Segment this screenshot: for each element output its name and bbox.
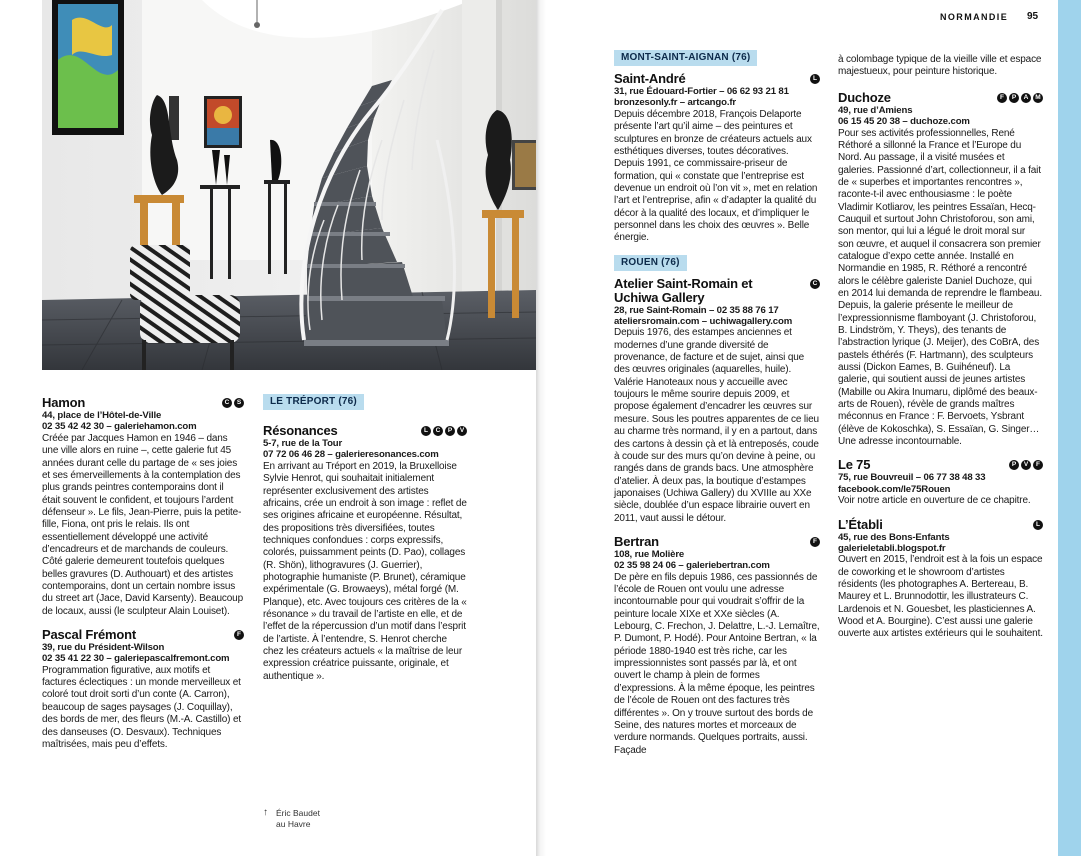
gallery-description: Depuis 1976, des estampes anciennes et modernes d’une grande diversité de provenance, de facture et de sujet, ainsi que des œuvres originales (aquarelles, huile). Valérie Hanoteaux nous y accueille avec toujours le même sourire depuis 2009, et propose également d’encadrer les œuvres sur mesure. Sous les poutres apparentes de ce lieu au charme très normand, il y en a partout, dans des cartons à dessin çà et là entreposés, coude à coude sur des murs qu’on devine à peine, ou rangés dans de grands bacs. Une atmosphère d’atelier. À deux pas, la boutique d’estampes japonaises (Uchiwa Gallery) du XVIIIe au XXe siècle, doublée d’un espace librairie ouvert en 2011, vaut aussi le détour. (614, 327, 819, 524)
gallery-description: Créée par Jacques Hamon en 1946 – dans une ville alors en ruine –, cette galerie fut 45 années durant celle du partage de « ses joies et ses émerveillements à la contemplation des plus grands peintres contemporains dont il était souvent le confident, et toujours l’ardent défenseur ». Le fils, Jean-Pierre, puis la petite-fille, Fiona, ont pris le relais. Ils ont essentiellement développé une activité d’encadreurs et de marchands de couleurs. Côté galerie demeurent toutefois quelques belles gravures (D. Authouart) et des artistes contemporains, dont un certain nombre issus du street art (Jace, David Karsenty). Beaucoup de locaux, aussi (le sculpteur Alain Louiset). (42, 432, 243, 617)
category-badges (1033, 520, 1043, 530)
gallery-name: Bertran (614, 533, 659, 549)
gallery-name: Hamon (42, 395, 86, 410)
gallery-address: 5-7, rue de la Tour (263, 438, 343, 449)
category-badges (234, 630, 244, 640)
category-badge: V (457, 426, 467, 436)
gallery-interior-photo (42, 0, 536, 370)
gallery-address: 39, rue du Président-Wilson (42, 641, 165, 653)
gallery-entry-saint-andre (614, 72, 820, 245)
page-edge-band (1058, 0, 1081, 856)
running-head: NORMANDIE (940, 12, 1009, 22)
page-number: 95 (1027, 11, 1039, 22)
gallery-address: 108, rue Molière (614, 548, 685, 560)
photo-caption (263, 808, 320, 830)
gallery-entry-duchoze (838, 91, 1043, 449)
category-badge: F (997, 93, 1007, 103)
gallery-entry-bertran (614, 535, 820, 757)
gallery-description: De père en fils depuis 1986, ces passionnés de l’école de Rouen ont voulu une adresse incontournable pour qui voudrait s’offrir de la peinture locale XIXe et XXe siècles (A. Lebourg, C. Frechon, J. Delattre, L.-J. Lemaître, P. Dumont, P. Hodé). Pour Antoine Bertran, « la période 1880-1940 est très riche, car les impressionnistes sont passés par là, et ont ouvert le champ à plein de formes d’expressions. À la même époque, les peintres de l’école de Rouen ont des factures très différentes ». On y trouve surtout des bords de Seine, des natures mortes et morceaux de verdure normands. Quelques portraits, aussi. Façade (614, 571, 820, 756)
gallery-entry-hamon (42, 396, 244, 618)
gallery-description: Ouvert en 2015, l’endroit est à la fois un espace de coworking et le showroom d’artistes résidents (les photographes A. Bertereau, B. Maurey et L. Brunnodottir, les illustrateurs C. Lardenois et N. Gouesbet, les plasticiennes A. Wood et A. Bourgine). C’est aussi une galerie ouverte aux artistes extérieurs qui le souhaitent. (838, 554, 1043, 640)
gallery-entry-l-etabli (838, 518, 1043, 641)
gallery-contact: galerieletabli.blogspot.fr (838, 543, 946, 554)
gallery-description: En arrivant au Tréport en 2019, la Bruxelloise Sylvie Henrot, qui souhaitait initialement représenter exclusivement des artistes africains, crée un endroit à son image : reflet de ses origines africaine et européenne. Résultat, des propositions très diversifiées, toutes techniques confondues : corps expressifs, colorés, puissamment peints (D. Pao), collages (R. Shön), lithogravures (J. Guerrier), photographie humaniste (P. Brunet), céramique expérimentale (G. Browaeys), métal forgé (M. Planque), etc. Avec toujours ces critères de la « résonance » du travail de l’artiste en elle, et de l’effet de la répercussion d’un motif dans l’esprit de l’artiste. À l’entendre, S. Henrot cherche chez les créateurs actuels « la maîtrise de leur expression créatrice puissante, originale, et authentique ». (263, 460, 467, 682)
gallery-contact: bronzesonly.fr – artcango.fr (614, 97, 736, 109)
column-2 (263, 394, 467, 691)
arrow-up-icon: ↑ (263, 807, 268, 818)
category-badge: C (222, 398, 232, 408)
category-badge: P (1009, 460, 1019, 470)
gallery-name: Atelier Saint-Romain et Uchiwa Gallery (614, 275, 753, 305)
gallery-contact: ateliersromain.com – uchiwagallery.com (614, 316, 793, 327)
category-badge: L (421, 426, 431, 436)
column-1 (42, 396, 244, 759)
category-badge: C (433, 426, 443, 436)
category-badge: F (810, 537, 820, 547)
gallery-contact: 02 35 42 42 30 – galeriehamon.com (42, 421, 197, 433)
category-badges (810, 537, 820, 547)
gallery-contact: 07 72 06 46 28 – galerieresonances.com (263, 449, 439, 461)
category-badges (222, 398, 244, 408)
caption-line: Éric Baudet (276, 808, 320, 818)
category-badge: V (1021, 460, 1031, 470)
gallery-name: Saint-André (614, 71, 686, 86)
gallery-description: Pour ses activités professionnelles, René Réthoré a sillonné la France et l’Europe du Nord. Au passage, il a visité musées et galeries. Passionné d’art, collectionneur, il a fait de « superbes et importantes rencontres », raconte-t-il avec enthousiasme : le poète Vladimir Kotliarov, les peintres Essaïan, Hecq-Cauquil et surtout John Christoforou, son ami, son mentor, qui lui a légué le droit moral sur son œuvre, et auquel il consacrera son premier catalogue d’expo cette année. Installé en Normandie en 1985, R. Réthoré a rencontré alors le célèbre galeriste Daniel Duchoze, qui en 2014 lui demanda de reprendre le flambeau. Depuis, la galerie présente le meilleur de l’expressionnisme flamboyant (J. Christoforou, B. Lindström, Y. Theys), des tenants de l’abstraction lyrique (J. Meijer), des CoBrA, des pastels éthérés (F. Hartmann), des sculpteurs aussi (Dickon Eames, B. Guihéneuf). La galerie, qui soutient aussi de jeunes artistes (Mabille ou Akira Inumaru, diplômé des beaux-arts de Rouen), révèle de grands maîtres méconnus en France : F. Bervoets, Ysbrant (élève de Kokoschka), S. Essaïan, G. Singer… Une adresse incontournable. (838, 127, 1042, 448)
category-badge: L (810, 74, 820, 84)
gallery-name: Duchoze (838, 89, 891, 105)
category-badges (1009, 460, 1043, 470)
category-badge: C (810, 279, 820, 289)
gallery-entry-pascal-fremont (42, 628, 244, 751)
gallery-name: L’Établi (838, 516, 883, 532)
gallery-name: Pascal Frémont (42, 626, 137, 642)
gallery-address: 31, rue Édouard-Fortier – 06 62 93 21 81 (614, 86, 789, 97)
gallery-contact: 02 35 98 24 06 – galeriebertran.com (614, 560, 770, 572)
gallery-address: 28, rue Saint-Romain – 02 35 88 76 17 (614, 304, 779, 316)
section-tag-rouen: ROUEN (76) (614, 255, 687, 271)
gallery-entry-le-75 (838, 458, 1043, 507)
gallery-contact: 06 15 45 20 38 – duchoze.com (838, 116, 970, 128)
gallery-name: Résonances (263, 423, 338, 438)
category-badge: A (1021, 93, 1031, 103)
category-badge: P (1009, 93, 1019, 103)
continued-text: à colombage typique de la vieille ville et espace majestueux, pour peinture historique. (838, 54, 1042, 78)
column-3 (614, 50, 820, 765)
gallery-address: 45, rue des Bons-Enfants (838, 531, 950, 543)
category-badge: S (234, 398, 244, 408)
category-badges (810, 279, 820, 289)
section-tag-le-treport: LE TRÉPORT (76) (263, 394, 364, 410)
category-badges (421, 426, 467, 436)
gallery-address: 49, rue d’Amiens (838, 104, 913, 116)
category-badges (997, 93, 1043, 103)
section-tag-mont-saint-aignan: MONT-SAINT-AIGNAN (76) (614, 50, 757, 66)
caption-line: au Havre (276, 819, 311, 829)
gallery-contact: 02 35 41 22 30 – galeriepascalfremont.com (42, 653, 230, 665)
page-gutter (536, 0, 546, 856)
gallery-entry-resonances (263, 424, 467, 683)
category-badge: L (1033, 520, 1043, 530)
category-badge: F (1033, 460, 1043, 470)
gallery-description: Voir notre article en ouverture de ce chapitre. (838, 495, 1031, 507)
gallery-description: Programmation figurative, aux motifs et factures éclectiques : un monde merveilleux et coloré tout droit sorti d’un conte (A. Carron), beaucoup de sages paysages (J. Coquillay), des bords de mer, des fleurs (M.-A. Castillo) et des danseuses (O. Desvaux). Techniques maîtrisées, mais peu d’effets. (42, 664, 241, 750)
gallery-entry-atelier-saint-romain (614, 277, 820, 525)
category-badge: M (1033, 93, 1043, 103)
category-badges (810, 74, 820, 84)
column-4 (838, 54, 1043, 649)
category-badge: P (445, 426, 455, 436)
gallery-address: 44, place de l’Hôtel-de-Ville (42, 410, 162, 421)
gallery-name: Le 75 (838, 457, 871, 473)
gallery-address: 75, rue Bouvreuil – 06 77 38 48 33 (838, 472, 986, 484)
category-badge: F (234, 630, 244, 640)
gallery-description: Depuis décembre 2018, François Delaporte présente l’art qu’il aime – des peintures et sculptures en bronze de créateurs actuels aux esthétiques diverses, toutes décoratives. Depuis 1991, ce commissaire-priseur de formation, qui « constate que l’entreprise est devenue un endroit où l’on vit », met en relation l’art et l’entreprise, afin « d’adapter la qualité du décor à la qualité des locaux, et d’impliquer le personnel dans les choix des œuvres ». Belle énergie. (614, 108, 818, 244)
gallery-contact: facebook.com/le75Rouen (838, 483, 951, 495)
